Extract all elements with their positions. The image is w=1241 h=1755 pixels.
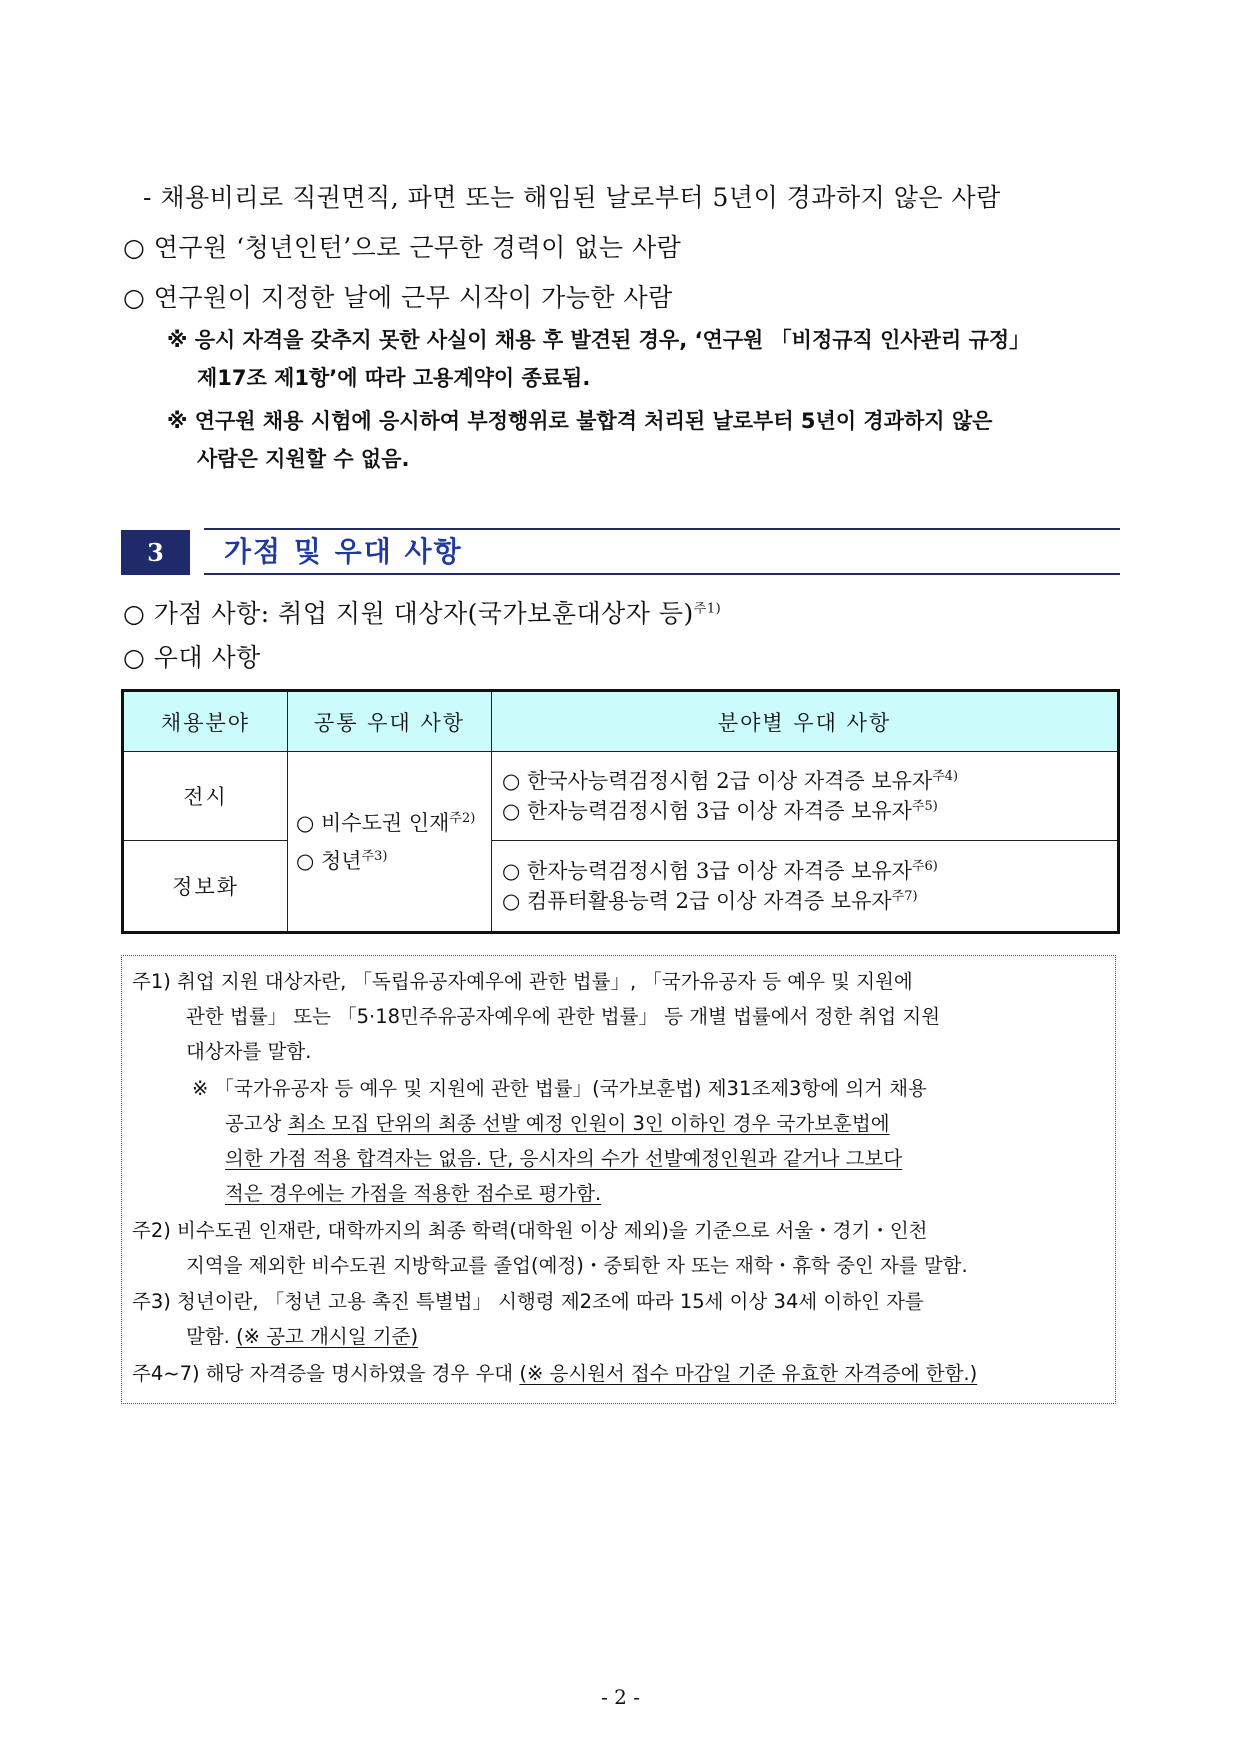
notice-2-line-2: 사람은 지원할 수 없음.: [197, 447, 410, 471]
footnote-ref: 주2): [449, 810, 476, 826]
specific-pref-text: ○ 컴퓨터활용능력 2급 이상 자격증 보유자: [502, 889, 892, 913]
note-1-sub-line-1: ※ 「국가유공자 등 예우 및 지원에 관한 법률」(국가보훈법) 제31조제3항에 의거 채용: [192, 1077, 927, 1100]
requirement-no-intern: ○ 연구원 ‘청년인턴’으로 근무한 경력이 없는 사람: [123, 233, 682, 262]
bonus-points-line: [123, 594, 721, 630]
specific-pref-text: ○ 한자능력검정시험 3급 이상 자격증 보유자: [502, 799, 912, 823]
common-pref-text: ○ 비수도권 인재: [296, 810, 450, 835]
preference-line: ○ 우대 사항: [123, 643, 261, 672]
note-underlined-text: (※ 공고 개시일 기준): [236, 1325, 419, 1348]
footnote-ref-1: 주1): [693, 601, 722, 617]
specific-pref-text: ○ 한국사능력검정시험 2급 이상 자격증 보유자: [502, 769, 933, 793]
common-preferences-cell: [288, 752, 492, 933]
section-rule-bottom: [204, 573, 1120, 575]
notice-1-line-1: ※ 응시 자격을 갖추지 못한 사실이 채용 후 발견된 경우, ‘연구원 「비정규직 인사관리 규정」: [167, 328, 1031, 352]
specific-pref-item: [502, 856, 1117, 886]
footnote-ref: 주5): [911, 799, 938, 814]
note-3-line-2: [186, 1321, 418, 1349]
note-1-sub-line-4: 적은 경우에는 가점을 적용한 점수로 평가함.: [225, 1182, 602, 1205]
section-number-badge: 3: [121, 530, 190, 575]
footnote-ref: 주3): [361, 848, 388, 864]
note-text: 공고상: [225, 1112, 288, 1135]
header-specific: 분야별 우대 사항: [492, 691, 1119, 752]
field-cell: 전시: [123, 752, 288, 841]
note-1-line-1: 주1) 취업 지원 대상자란, 「독립유공자예우에 관한 법률」, 「국가유공자 등 예우 및 지원에: [132, 970, 913, 993]
note-1-line-3: 대상자를 말함.: [186, 1040, 312, 1063]
footnotes-box: [121, 955, 1116, 1404]
common-pref-item: [296, 842, 491, 880]
footnote-ref: 주7): [891, 889, 918, 904]
section-title: 가점 및 우대 사항: [224, 535, 463, 568]
note-text: 말함.: [186, 1325, 237, 1348]
notice-2-line-1: ※ 연구원 채용 시험에 응시하여 부정행위로 불합격 처리된 날로부터 5년이 경과하지 않은: [167, 409, 993, 433]
footnote-ref: 주4): [932, 769, 959, 784]
specific-pref-item: [502, 886, 1117, 916]
preference-table: [121, 689, 1120, 934]
table-row: [123, 841, 1119, 933]
footnote-ref: 주6): [911, 859, 938, 874]
specific-pref-item: [502, 796, 1117, 826]
note-3-line-1: 주3) 청년이란, 「청년 고용 촉진 특별법」 시행령 제2조에 따라 15세 이상 34세 이하인 자를: [132, 1290, 924, 1313]
requirement-start-date: ○ 연구원이 지정한 날에 근무 시작이 가능한 사람: [123, 283, 673, 312]
common-pref-item: [296, 804, 491, 842]
header-field: 채용분야: [123, 691, 288, 752]
page-number: - 2 -: [601, 1685, 640, 1709]
disqualification-line: - 채용비리로 직권면직, 파면 또는 해임된 날로부터 5년이 경과하지 않은 사람: [143, 183, 1001, 212]
note-1-sub-line-3: 의한 가점 적용 합격자는 없음. 단, 응시자의 수가 선발예정인원과 같거나 그보다: [225, 1147, 903, 1170]
note-4-line: [132, 1358, 977, 1386]
common-pref-text: ○ 청년: [296, 848, 362, 873]
section-rule-top: [204, 528, 1120, 530]
table-header-row: [123, 691, 1119, 752]
note-1-sub-line-2: [225, 1108, 890, 1136]
note-underlined-text: 최소 모집 단위의 최종 선발 예정 인원이 3인 이하인 경우 국가보훈법에: [287, 1112, 890, 1135]
specific-pref-text: ○ 한자능력검정시험 3급 이상 자격증 보유자: [502, 859, 912, 883]
specific-pref-item: [502, 766, 1117, 796]
field-cell: 정보화: [123, 841, 288, 933]
note-1-line-2: 관한 법률」 또는 「5·18민주유공자예우에 관한 법률」 등 개별 법률에서 정한 취업 지원: [186, 1005, 941, 1028]
specific-preferences-cell: [492, 841, 1119, 933]
bonus-points-text: ○ 가점 사항: 취업 지원 대상자(국가보훈대상자 등): [123, 599, 694, 628]
header-common: 공통 우대 사항: [288, 691, 492, 752]
note-2-line-1: 주2) 비수도권 인재란, 대학까지의 최종 학력(대학원 이상 제외)을 기준으로 서울・경기・인천: [132, 1219, 928, 1242]
note-2-line-2: 지역을 제외한 비수도권 지방학교를 졸업(예정)・중퇴한 자 또는 재학・휴학 중인 자를 말함.: [186, 1254, 968, 1277]
specific-preferences-cell: [492, 752, 1119, 841]
note-underlined-text: (※ 응시원서 접수 마감일 기준 유효한 자격증에 한함.): [519, 1362, 978, 1385]
note-text: 주4~7) 해당 자격증을 명시하였을 경우 우대: [132, 1362, 520, 1385]
table-row: [123, 752, 1119, 841]
notice-1-line-2: 제17조 제1항’에 따라 고용계약이 종료됨.: [197, 366, 591, 390]
